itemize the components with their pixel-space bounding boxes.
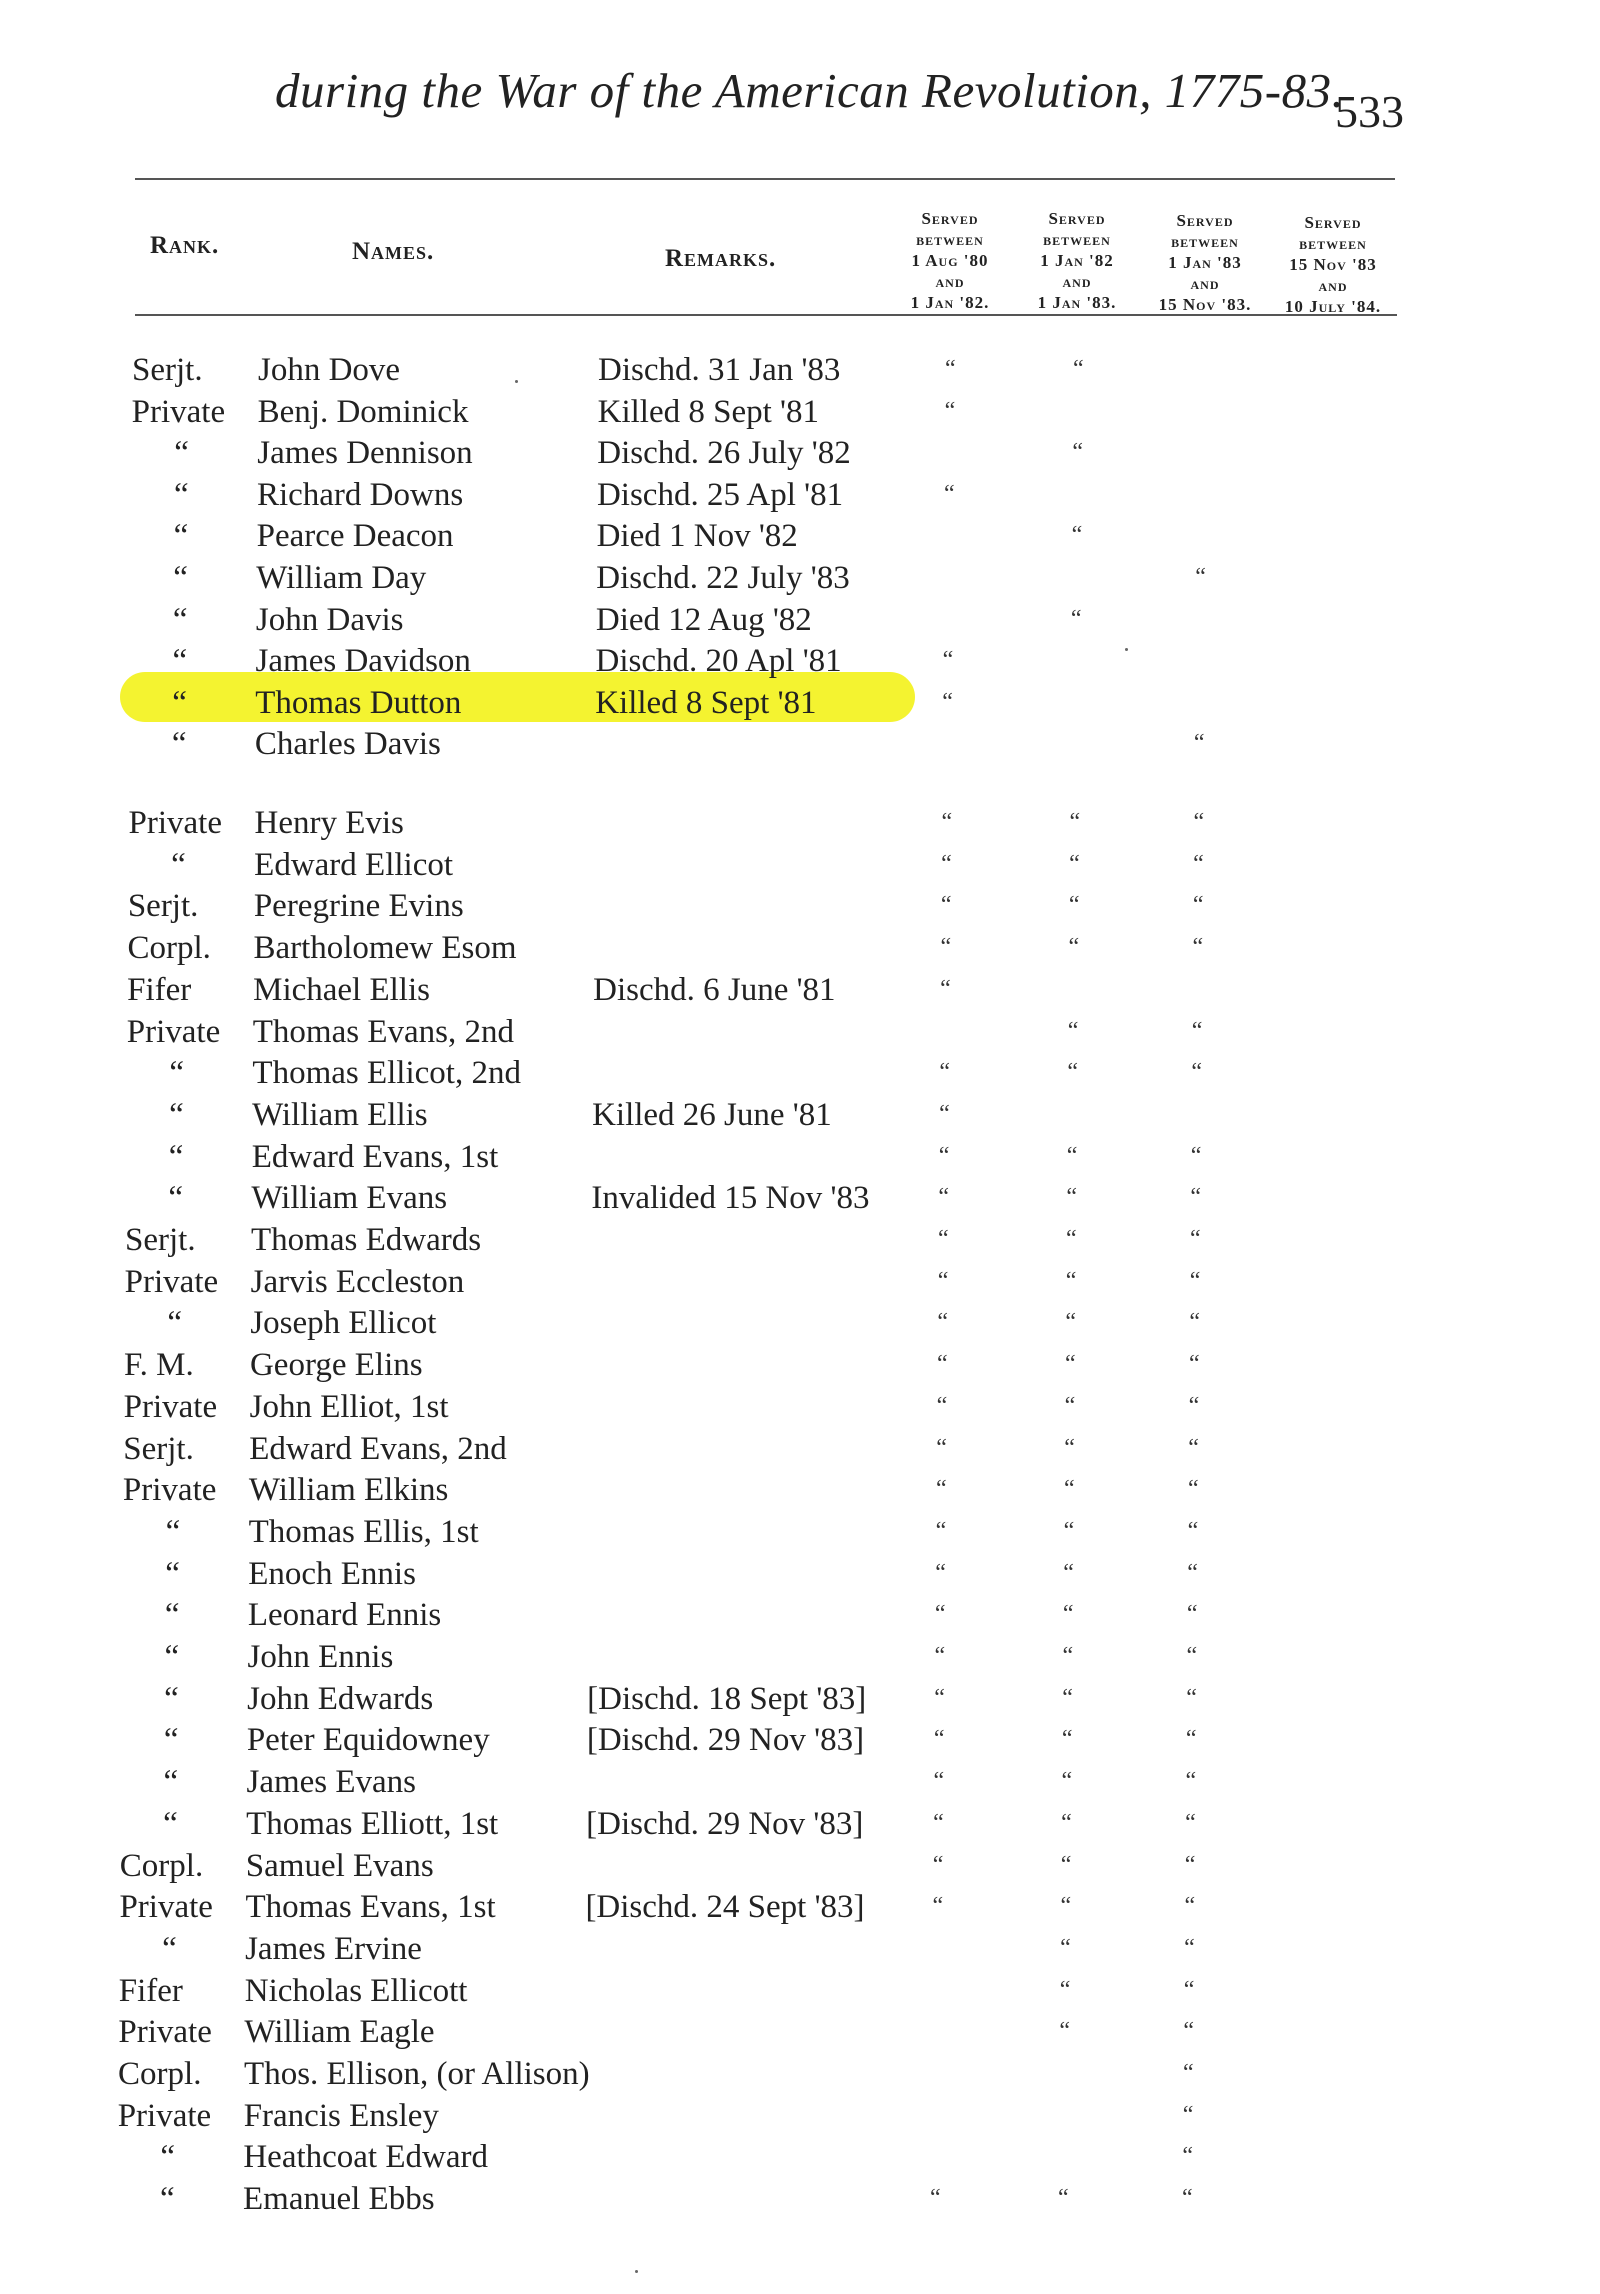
row-rank: Fifer xyxy=(127,971,192,1008)
table-row xyxy=(0,435,1600,475)
row-rank: “ xyxy=(169,1055,185,1092)
row-name: Peregrine Evins xyxy=(253,888,464,925)
ditto-mark-period-3: “ xyxy=(1195,564,1206,590)
ditto-mark-period-1: “ xyxy=(939,1059,951,1086)
table-row xyxy=(0,602,1600,642)
ditto-mark-period-1: “ xyxy=(935,1476,947,1503)
row-rank: Corpl. xyxy=(119,1847,204,1884)
ditto-mark-period-3: “ xyxy=(1189,1309,1200,1336)
header-period-3-line: 15 Nov '83. xyxy=(1158,295,1252,314)
row-name: Thomas Evans, 2nd xyxy=(252,1013,514,1050)
row-remark: Dischd. 22 July '83 xyxy=(596,560,850,596)
row-name: John Dove xyxy=(258,352,401,388)
ditto-mark-period-3: “ xyxy=(1184,1934,1195,1961)
row-name: Thos. Ellison, (or Allison) xyxy=(244,2056,590,2092)
table-row xyxy=(0,560,1600,600)
header-period-2 xyxy=(1012,208,1142,313)
ditto-mark-period-1: “ xyxy=(933,1726,945,1753)
row-rank: Private xyxy=(122,1472,217,1509)
row-name: Thomas Ellicot, 2nd xyxy=(252,1055,521,1092)
header-period-3 xyxy=(1140,210,1270,315)
ditto-mark-period-1: “ xyxy=(945,356,956,382)
table-row xyxy=(0,1556,1600,1596)
table-row xyxy=(0,1097,1600,1137)
row-remark: Invalided 15 Nov '83 xyxy=(591,1180,870,1217)
ditto-mark-period-3: “ xyxy=(1183,2060,1194,2086)
row-rank: “ xyxy=(160,2181,175,2218)
row-name: Thomas Dutton xyxy=(255,684,462,721)
table-row xyxy=(0,1722,1600,1762)
row-rank: “ xyxy=(174,435,189,472)
table-row xyxy=(0,1222,1600,1262)
ditto-mark-period-2: “ xyxy=(1061,1809,1072,1836)
ditto-mark-period-1: “ xyxy=(935,1517,947,1544)
ditto-mark-period-3: “ xyxy=(1187,1559,1198,1586)
ditto-mark-period-2: “ xyxy=(1066,1226,1077,1252)
row-remark: Died 12 Aug '82 xyxy=(595,601,812,638)
table-row xyxy=(0,726,1600,766)
table-row xyxy=(0,1848,1600,1888)
ditto-mark-period-1: “ xyxy=(932,1851,944,1878)
row-rank: “ xyxy=(168,1138,184,1175)
row-name: John Edwards xyxy=(247,1680,434,1717)
ditto-mark-period-1: “ xyxy=(934,1684,945,1711)
row-name: William Eagle xyxy=(244,2014,435,2051)
row-name: Michael Ellis xyxy=(253,971,430,1008)
row-remark: Dischd. 20 Apl '81 xyxy=(595,643,842,680)
row-name: Bartholomew Esom xyxy=(253,930,517,967)
header-period-1-line: 1 Aug '80 xyxy=(911,251,989,270)
row-rank: Private xyxy=(131,393,226,430)
table-row xyxy=(0,1889,1600,1929)
ditto-mark-period-2: “ xyxy=(1063,1517,1075,1544)
row-rank: “ xyxy=(172,643,188,680)
row-remark: Dischd. 26 July '82 xyxy=(597,435,851,472)
row-name: Peter Equidowney xyxy=(246,1722,490,1759)
row-rank: “ xyxy=(165,1555,180,1592)
table-row xyxy=(0,1806,1600,1846)
ditto-mark-period-3: “ xyxy=(1185,1768,1197,1795)
row-rank: “ xyxy=(163,1805,178,1842)
header-period-2-line: and xyxy=(1062,272,1092,291)
row-rank: “ xyxy=(164,1639,180,1675)
row-name: Joseph Ellicot xyxy=(250,1305,437,1342)
row-name: Edward Evans, 1st xyxy=(251,1138,499,1175)
ditto-mark-period-1: “ xyxy=(943,480,955,507)
ditto-mark-period-1: “ xyxy=(938,1142,950,1169)
row-rank: Private xyxy=(123,1388,218,1425)
ditto-mark-period-3: “ xyxy=(1186,1684,1197,1711)
ditto-mark-period-2: “ xyxy=(1068,934,1080,961)
ditto-mark-period-3: “ xyxy=(1182,2185,1193,2212)
table-row xyxy=(0,930,1600,970)
row-rank: “ xyxy=(171,726,187,763)
ditto-mark-period-2: “ xyxy=(1061,1768,1073,1795)
ditto-mark-period-1: “ xyxy=(941,809,953,835)
page-number: 533 xyxy=(1335,86,1404,137)
ditto-mark-period-1: “ xyxy=(939,1100,950,1127)
table-row xyxy=(0,847,1600,887)
row-rank: “ xyxy=(163,1722,179,1759)
row-rank: Serjt. xyxy=(123,1430,194,1467)
ditto-mark-period-1: “ xyxy=(936,1434,947,1461)
ditto-mark-period-2: “ xyxy=(1062,1684,1073,1711)
ditto-mark-period-3: “ xyxy=(1188,1392,1200,1419)
ditto-mark-period-2: “ xyxy=(1058,2185,1069,2212)
table-row xyxy=(0,1305,1600,1345)
row-rank: “ xyxy=(167,1305,182,1342)
ditto-mark-period-2: “ xyxy=(1062,1601,1074,1628)
ditto-mark-period-1: “ xyxy=(942,647,954,674)
ditto-mark-period-3: “ xyxy=(1190,1184,1202,1211)
ditto-mark-period-1: “ xyxy=(935,1559,946,1586)
ditto-mark-period-1: “ xyxy=(930,2185,941,2212)
row-remark: [Dischd. 29 Nov '83] xyxy=(586,1805,864,1842)
row-rank: Private xyxy=(126,1013,221,1050)
ditto-mark-period-2: “ xyxy=(1060,1934,1071,1961)
ditto-mark-period-3: “ xyxy=(1183,2018,1195,2045)
row-name: Pearce Deacon xyxy=(256,518,454,555)
table-row xyxy=(0,972,1600,1012)
ditto-mark-period-3: “ xyxy=(1190,1226,1201,1252)
ditto-mark-period-1: “ xyxy=(938,1184,950,1211)
table-row xyxy=(0,1514,1600,1554)
header-period-3-line: between xyxy=(1171,232,1239,251)
speck xyxy=(515,380,518,383)
ditto-mark-period-3: “ xyxy=(1189,1267,1201,1294)
row-name: Thomas Elliott, 1st xyxy=(246,1805,499,1842)
ditto-mark-period-1: “ xyxy=(942,688,953,715)
row-rank: Private xyxy=(117,2097,212,2134)
header-names: Names. xyxy=(352,238,435,265)
row-name: Richard Downs xyxy=(256,476,464,513)
ditto-mark-period-3: “ xyxy=(1187,1476,1199,1503)
ditto-mark-period-3: “ xyxy=(1193,809,1205,835)
ditto-mark-period-1: “ xyxy=(933,1809,944,1836)
ditto-mark-period-1: “ xyxy=(940,934,952,961)
row-rank: “ xyxy=(173,476,189,513)
ditto-mark-period-2: “ xyxy=(1068,892,1080,919)
table-row xyxy=(0,2181,1600,2221)
row-rank: “ xyxy=(162,1930,177,1967)
row-name: James Davidson xyxy=(255,643,471,680)
ditto-mark-period-2: “ xyxy=(1072,439,1083,466)
ditto-mark-period-2: “ xyxy=(1064,1351,1076,1378)
header-bottom-rule xyxy=(135,314,1397,316)
ditto-mark-period-1: “ xyxy=(937,1267,949,1294)
ditto-mark-period-2: “ xyxy=(1067,1059,1079,1086)
speck xyxy=(635,2270,638,2273)
ditto-mark-period-2: “ xyxy=(1066,1184,1078,1211)
table-row xyxy=(0,805,1600,845)
ditto-mark-period-2: “ xyxy=(1067,1017,1079,1044)
ditto-mark-period-2: “ xyxy=(1070,605,1082,632)
ditto-mark-period-3: “ xyxy=(1182,2143,1194,2170)
row-name: Thomas Edwards xyxy=(251,1222,482,1258)
header-top-rule xyxy=(135,178,1395,180)
table-row xyxy=(0,2139,1600,2179)
row-rank: “ xyxy=(172,601,188,638)
ditto-mark-period-3: “ xyxy=(1188,1434,1199,1461)
row-name: Thomas Ellis, 1st xyxy=(248,1513,479,1550)
table-row xyxy=(0,394,1600,434)
header-period-1-line: and xyxy=(935,272,965,291)
header-period-4 xyxy=(1268,212,1398,317)
row-name: Henry Evis xyxy=(254,805,404,841)
ditto-mark-period-1: “ xyxy=(940,892,952,919)
ditto-mark-period-3: “ xyxy=(1188,1351,1200,1378)
ditto-mark-period-3: “ xyxy=(1193,730,1205,757)
row-rank: “ xyxy=(171,846,186,883)
table-row xyxy=(0,1472,1600,1512)
row-rank: “ xyxy=(164,1680,179,1717)
row-remark: Died 1 Nov '82 xyxy=(596,518,798,555)
ditto-mark-period-3: “ xyxy=(1185,1809,1196,1836)
row-remark: Dischd. 25 Apl '81 xyxy=(596,476,844,513)
table-row xyxy=(0,1639,1600,1679)
ditto-mark-period-3: “ xyxy=(1186,1643,1198,1669)
row-rank: Serjt. xyxy=(132,352,203,388)
row-remark: Dischd. 31 Jan '83 xyxy=(598,352,841,388)
row-name: Edward Ellicot xyxy=(254,846,454,883)
table-row xyxy=(0,2014,1600,2054)
ditto-mark-period-2: “ xyxy=(1069,850,1080,877)
ditto-mark-period-2: “ xyxy=(1063,1559,1074,1586)
ditto-mark-period-2: “ xyxy=(1061,1726,1073,1753)
ditto-mark-period-2: “ xyxy=(1071,522,1083,549)
row-name: John Elliot, 1st xyxy=(249,1388,449,1425)
row-name: Charles Davis xyxy=(254,726,441,763)
ditto-mark-period-3: “ xyxy=(1184,1893,1196,1920)
ditto-mark-period-3: “ xyxy=(1182,2101,1194,2128)
ditto-mark-period-1: “ xyxy=(938,1226,949,1252)
ditto-mark-period-1: “ xyxy=(944,397,956,424)
ditto-mark-period-1: “ xyxy=(936,1392,948,1419)
row-name: Jarvis Eccleston xyxy=(250,1263,465,1300)
row-name: Nicholas Ellicott xyxy=(244,1972,468,2009)
ditto-mark-period-2: “ xyxy=(1064,1392,1076,1419)
table-row xyxy=(0,1055,1600,1095)
table-row xyxy=(0,888,1600,928)
row-rank: Serjt. xyxy=(127,888,199,925)
row-name: George Elins xyxy=(249,1347,423,1384)
ditto-mark-period-3: “ xyxy=(1184,1851,1196,1878)
row-rank: Private xyxy=(128,805,222,841)
header-period-2-line: Served xyxy=(1048,209,1106,228)
row-name: Emanuel Ebbs xyxy=(243,2181,435,2218)
row-rank: “ xyxy=(160,2139,175,2176)
ditto-mark-period-3: “ xyxy=(1183,1976,1195,2003)
header-period-4-line: between xyxy=(1299,234,1367,253)
row-rank: Fifer xyxy=(118,1972,183,2009)
table-row xyxy=(0,352,1600,392)
ditto-mark-period-3: “ xyxy=(1191,1017,1203,1044)
header-period-4-line: and xyxy=(1318,276,1348,295)
table-row xyxy=(0,685,1600,725)
row-name: Samuel Evans xyxy=(245,1847,434,1884)
ditto-mark-period-2: “ xyxy=(1064,1434,1075,1461)
row-remark: [Dischd. 24 Sept '83] xyxy=(585,1889,865,1926)
ditto-mark-period-3: “ xyxy=(1186,1601,1198,1628)
ditto-mark-period-2: “ xyxy=(1065,1309,1076,1336)
ditto-mark-period-2: “ xyxy=(1059,2018,1071,2045)
ditto-mark-period-1: “ xyxy=(941,850,952,877)
row-remark: Killed 26 June '81 xyxy=(592,1096,832,1133)
ditto-mark-period-1: “ xyxy=(940,975,951,1002)
header-period-1-line: 1 Jan '82. xyxy=(910,293,990,312)
header-period-3-line: and xyxy=(1190,274,1220,293)
row-name: William Evans xyxy=(251,1180,448,1217)
ditto-mark-period-3: “ xyxy=(1187,1517,1199,1544)
row-name: John Davis xyxy=(255,601,404,638)
row-remark: [Dischd. 18 Sept '83] xyxy=(587,1680,867,1717)
ditto-mark-period-2: “ xyxy=(1060,1851,1072,1878)
ditto-mark-period-2: “ xyxy=(1065,1267,1077,1294)
row-name: William Elkins xyxy=(248,1472,449,1509)
table-row xyxy=(0,1431,1600,1471)
table-row xyxy=(0,477,1600,517)
row-rank: “ xyxy=(163,1764,179,1801)
table-row xyxy=(0,1264,1600,1304)
ditto-mark-period-2: “ xyxy=(1069,809,1081,835)
row-rank: “ xyxy=(164,1597,180,1634)
ditto-mark-period-1: “ xyxy=(932,1893,944,1920)
header-period-1-line: Served xyxy=(921,209,979,228)
row-name: Enoch Ennis xyxy=(248,1555,416,1592)
ditto-mark-period-2: “ xyxy=(1060,1893,1072,1920)
row-name: William Ellis xyxy=(252,1096,428,1133)
row-name: Benj. Dominick xyxy=(257,393,469,430)
header-rank: Rank. xyxy=(150,232,220,259)
table-row xyxy=(0,1139,1600,1179)
row-rank: Serjt. xyxy=(125,1222,196,1258)
header-period-3-line: Served xyxy=(1176,211,1234,230)
row-name: Thomas Evans, 1st xyxy=(245,1889,496,1926)
row-remark: Dischd. 6 June '81 xyxy=(593,971,836,1008)
running-head: during the War of the American Revolution, 1775-83. xyxy=(275,63,1345,118)
table-row xyxy=(0,1681,1600,1721)
header-period-4-line: 15 Nov '83 xyxy=(1289,255,1377,274)
header-period-3-line: 1 Jan '83 xyxy=(1168,253,1242,272)
header-period-1 xyxy=(885,208,1015,313)
table-row xyxy=(0,1180,1600,1220)
table-row xyxy=(0,1764,1600,1804)
ditto-mark-period-3: “ xyxy=(1193,850,1204,877)
row-rank: “ xyxy=(165,1513,181,1550)
row-remark: [Dischd. 29 Nov '83] xyxy=(586,1722,865,1759)
header-period-2-line: 1 Jan '83. xyxy=(1037,293,1117,312)
ditto-mark-period-2: “ xyxy=(1062,1643,1074,1669)
row-rank: Corpl. xyxy=(127,930,211,967)
row-name: James Evans xyxy=(246,1764,417,1801)
row-name: Heathcoat Edward xyxy=(243,2139,488,2176)
ditto-mark-period-2: “ xyxy=(1063,1476,1075,1503)
header-period-2-line: between xyxy=(1043,230,1111,249)
table-row xyxy=(0,1973,1600,2013)
row-rank: “ xyxy=(169,1096,184,1133)
row-name: Francis Ensley xyxy=(243,2097,439,2134)
table-row xyxy=(0,1597,1600,1637)
table-row xyxy=(0,2056,1600,2096)
row-rank: Private xyxy=(119,1889,213,1926)
table-row xyxy=(0,1347,1600,1387)
row-name: Edward Evans, 2nd xyxy=(249,1430,507,1467)
ditto-mark-period-3: “ xyxy=(1192,892,1204,919)
row-name: Leonard Ennis xyxy=(247,1597,442,1634)
header-period-2-line: 1 Jan '82 xyxy=(1040,251,1114,270)
header-period-4-line: Served xyxy=(1304,213,1362,232)
ditto-mark-period-1: “ xyxy=(937,1309,948,1336)
row-remark: Killed 8 Sept '81 xyxy=(595,684,817,721)
ditto-mark-period-1: “ xyxy=(934,1643,946,1669)
header-period-1-line: between xyxy=(916,230,984,249)
ditto-mark-period-3: “ xyxy=(1191,1059,1203,1086)
table-row xyxy=(0,643,1600,683)
ditto-mark-period-1: “ xyxy=(936,1351,948,1378)
row-name: James Ervine xyxy=(245,1930,422,1967)
row-rank: Private xyxy=(124,1263,219,1300)
row-rank: Private xyxy=(118,2014,212,2051)
row-rank: Corpl. xyxy=(118,2056,202,2092)
table-row xyxy=(0,1014,1600,1054)
row-name: John Ennis xyxy=(247,1639,394,1675)
row-rank: “ xyxy=(173,560,188,596)
row-rank: “ xyxy=(173,518,189,555)
table-row xyxy=(0,518,1600,558)
header-remarks: Remarks. xyxy=(665,245,777,272)
table-row xyxy=(0,1931,1600,1971)
row-rank: “ xyxy=(172,684,187,721)
row-name: James Dennison xyxy=(257,435,473,472)
ditto-mark-period-3: “ xyxy=(1185,1726,1197,1753)
ditto-mark-period-2: “ xyxy=(1066,1142,1078,1169)
ditto-mark-period-2: “ xyxy=(1059,1976,1071,2003)
ditto-mark-period-3: “ xyxy=(1192,934,1204,961)
row-remark: Killed 8 Sept '81 xyxy=(597,393,819,430)
ditto-mark-period-1: “ xyxy=(933,1768,945,1795)
row-rank: F. M. xyxy=(123,1347,194,1384)
table-row xyxy=(0,2098,1600,2138)
ditto-mark-period-3: “ xyxy=(1190,1142,1202,1169)
speck xyxy=(1125,648,1128,651)
table-row xyxy=(0,1389,1600,1429)
ditto-mark-period-2: “ xyxy=(1073,356,1084,382)
row-rank: “ xyxy=(168,1180,184,1217)
header-period-4-line: 10 July '84. xyxy=(1284,297,1382,316)
ditto-mark-period-1: “ xyxy=(934,1601,946,1628)
row-name: William Day xyxy=(256,560,427,596)
